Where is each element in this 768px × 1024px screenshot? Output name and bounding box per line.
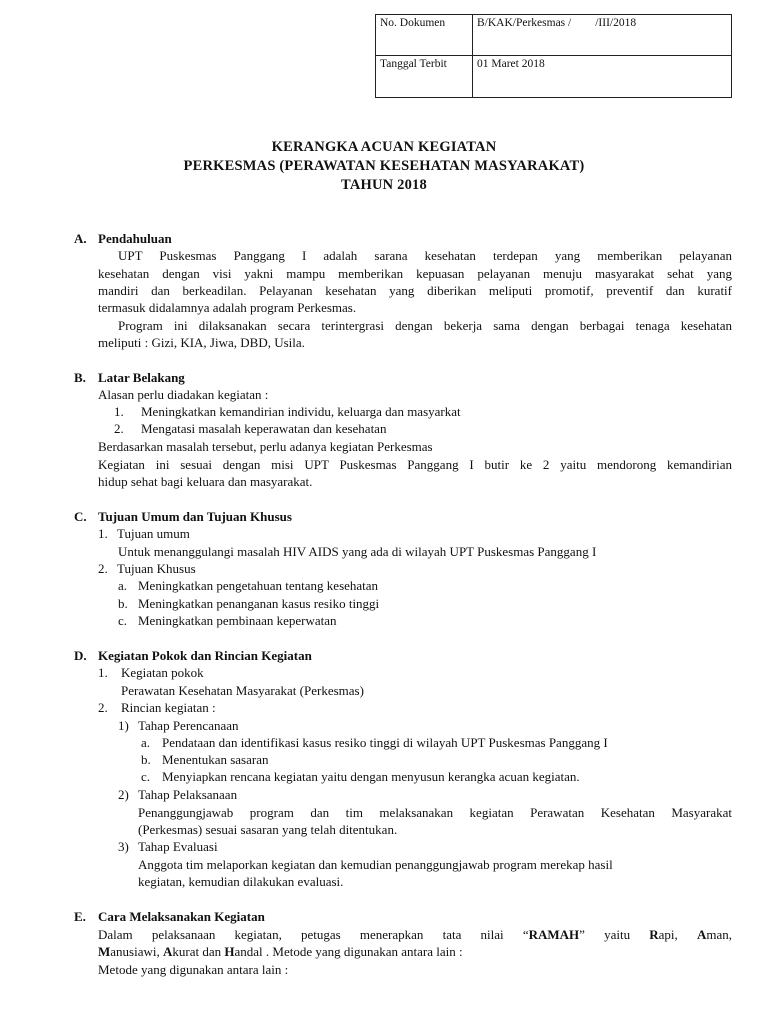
section-c-item-c-letter: c. — [118, 613, 128, 628]
section-d-stage3-line2: kegiatan, kemudian dilakukan evaluasi. — [138, 874, 344, 889]
section-c-item-b-letter: b. — [118, 596, 128, 611]
section-d-stage1-b: Menentukan sasaran — [162, 752, 269, 767]
section-d-k1-text: Perawatan Kesehatan Masyarakat (Perkesmas) — [121, 683, 364, 698]
section-c-letter: C. — [74, 509, 87, 524]
doc-title-line-3: TAHUN 2018 — [341, 177, 427, 193]
section-d-stage1-number: 1) — [118, 718, 129, 733]
section-d-stage1-a-letter: a. — [141, 735, 151, 750]
doc-number-suffix: /III/2018 — [595, 17, 637, 29]
section-d-heading: Kegiatan Pokok dan Rincian Kegiatan — [98, 648, 312, 663]
section-c-item-c: Meningkatkan pembinaan keperwatan — [138, 613, 337, 628]
section-e-line2-a: anusiawi, — [110, 944, 163, 959]
section-a-p1-line1: UPT Puskesmas Panggang I adalah sarana kesehatan terdepan yang memberikan pelayanan — [118, 248, 732, 263]
section-e-line3: Metode yang digunakan antara lain : — [98, 962, 289, 977]
section-e-heading: Cara Melaksanakan Kegiatan — [98, 909, 265, 924]
section-d-stage1: Tahap Perencanaan — [138, 718, 239, 733]
section-d-stage2: Tahap Pelaksanaan — [138, 787, 238, 802]
doc-number-label: No. Dokumen — [376, 15, 473, 56]
section-b-item1-number: 1. — [114, 404, 124, 419]
section-d-stage1-b-letter: b. — [141, 752, 151, 767]
section-a-p1-line4: termasuk didalamnya adalah program Perkesmas. — [98, 300, 357, 315]
section-e-line1-d: man, — [706, 927, 732, 942]
ramah-letter-r: R — [649, 927, 659, 942]
section-a-p2-line1: Program ini dilaksanakan secara terintergrasi dengan bekerja sama dengan berbagai tenaga kesehatan — [118, 318, 732, 333]
section-a-letter: A. — [74, 231, 87, 246]
section-a-p1-line2: kesehatan dengan visi yakni mampu memberikan kepuasan pelayanan menuju masyarakat sehat yang — [98, 266, 732, 281]
section-a-p1-line3: mandiri dan berkeadilan. Pelayanan kesehatan yang diberikan meliputi promotif, preventif dan kuratif — [98, 283, 732, 298]
doc-title-line-1: KERANGKA ACUAN KEGIATAN — [271, 139, 497, 155]
section-d-letter: D. — [74, 648, 87, 663]
doc-title-line-2: PERKESMAS (PERAWATAN KESEHATAN MASYARAKAT) — [183, 158, 585, 174]
section-d-stage2-line2: (Perkesmas) sesuai sasaran yang telah ditentukan. — [138, 822, 398, 837]
section-d-stage3-number: 3) — [118, 839, 129, 854]
section-a-heading: Pendahuluan — [98, 231, 172, 246]
section-e-line1 — [98, 926, 732, 943]
section-d-stage2-line1: Penanggungjawab program dan tim melaksanakan kegiatan Perawatan Kesehatan Masyarakat — [138, 805, 732, 820]
section-b-letter: B. — [74, 370, 86, 385]
section-e-line2 — [98, 943, 463, 960]
section-e-line1-b: ” yaitu — [579, 927, 650, 942]
section-c-goal1-number: 1. — [98, 526, 108, 541]
section-e-line1-a: Dalam pelaksanaan kegiatan, petugas menerapkan tata nilai “ — [98, 927, 529, 942]
section-b-item2-number: 2. — [114, 421, 124, 436]
ramah-letter-m: M — [98, 944, 111, 959]
section-d-stage1-c: Menyiapkan rencana kegiatan yaitu dengan menyusun kerangka acuan kegiatan. — [162, 769, 580, 784]
section-c-goal1-text: Untuk menanggulangi masalah HIV AIDS yang ada di wilayah UPT Puskesmas Panggang I — [118, 544, 597, 559]
section-c-item-a: Meningkatkan pengetahuan tentang kesehatan — [138, 578, 379, 593]
section-e-line1-c: api, — [658, 927, 697, 942]
ramah-term: RAMAH — [528, 927, 580, 942]
section-c-item-a-letter: a. — [118, 578, 128, 593]
section-d-stage3: Tahap Evaluasi — [138, 839, 218, 854]
ramah-letter-a1: A — [696, 927, 707, 942]
section-d-stage1-c-letter: c. — [141, 769, 151, 784]
doc-number-row — [376, 15, 732, 56]
doc-number-value — [473, 15, 732, 56]
issue-date-label: Tanggal Terbit — [376, 56, 473, 98]
section-c-goal2-number: 2. — [98, 561, 108, 576]
section-e-letter: E. — [74, 909, 86, 924]
section-b-intro: Alasan perlu diadakan kegiatan : — [98, 387, 269, 402]
section-c-item-b: Meningkatkan penanganan kasus resiko tinggi — [138, 596, 380, 611]
section-b-item2: Mengatasi masalah keperawatan dan kesehatan — [141, 421, 387, 436]
ramah-letter-h: H — [224, 944, 235, 959]
section-b-line2: Kegiatan ini sesuai dengan misi UPT Puskesmas Panggang I butir ke 2 yaitu mendorong kemandirian — [98, 457, 732, 472]
section-c-heading: Tujuan Umum dan Tujuan Khusus — [98, 509, 292, 524]
section-b-line1: Berdasarkan masalah tersebut, perlu adanya kegiatan Perkesmas — [98, 439, 433, 454]
document-info-table — [375, 14, 732, 98]
ramah-letter-a2: A — [163, 944, 173, 959]
section-b-item1: Meningkatkan kemandirian individu, keluarga dan masyarkat — [141, 404, 461, 419]
section-d-k1-number: 1. — [98, 665, 108, 680]
section-b-line3: hidup sehat bagi keluara dan masyarakat. — [98, 474, 313, 489]
section-c-goal1: Tujuan umum — [117, 526, 190, 541]
section-e-line2-b: kurat dan — [172, 944, 225, 959]
section-b-heading: Latar Belakang — [98, 370, 185, 385]
section-c-goal2: Tujuan Khusus — [117, 561, 196, 576]
section-a-p2-line2: meliputi : Gizi, KIA, Jiwa, DBD, Usila. — [98, 335, 305, 350]
section-d-stage1-a: Pendataan dan identifikasi kasus resiko tinggi di wilayah UPT Puskesmas Panggang I — [162, 735, 608, 750]
section-d-stage2-number: 2) — [118, 787, 129, 802]
section-d-k2: Rincian kegiatan : — [121, 700, 216, 715]
section-d-stage3-line1: Anggota tim melaporkan kegiatan dan kemudian penanggungjawab program merekap hasil — [138, 857, 613, 872]
section-d-k1: Kegiatan pokok — [121, 665, 204, 680]
doc-number-prefix: B/KAK/Perkesmas / — [477, 17, 572, 29]
section-d-k2-number: 2. — [98, 700, 108, 715]
issue-date-row — [376, 56, 732, 98]
issue-date-value: 01 Maret 2018 — [473, 56, 732, 98]
section-e-line2-c: andal . Metode yang digunakan antara lain : — [234, 944, 463, 959]
